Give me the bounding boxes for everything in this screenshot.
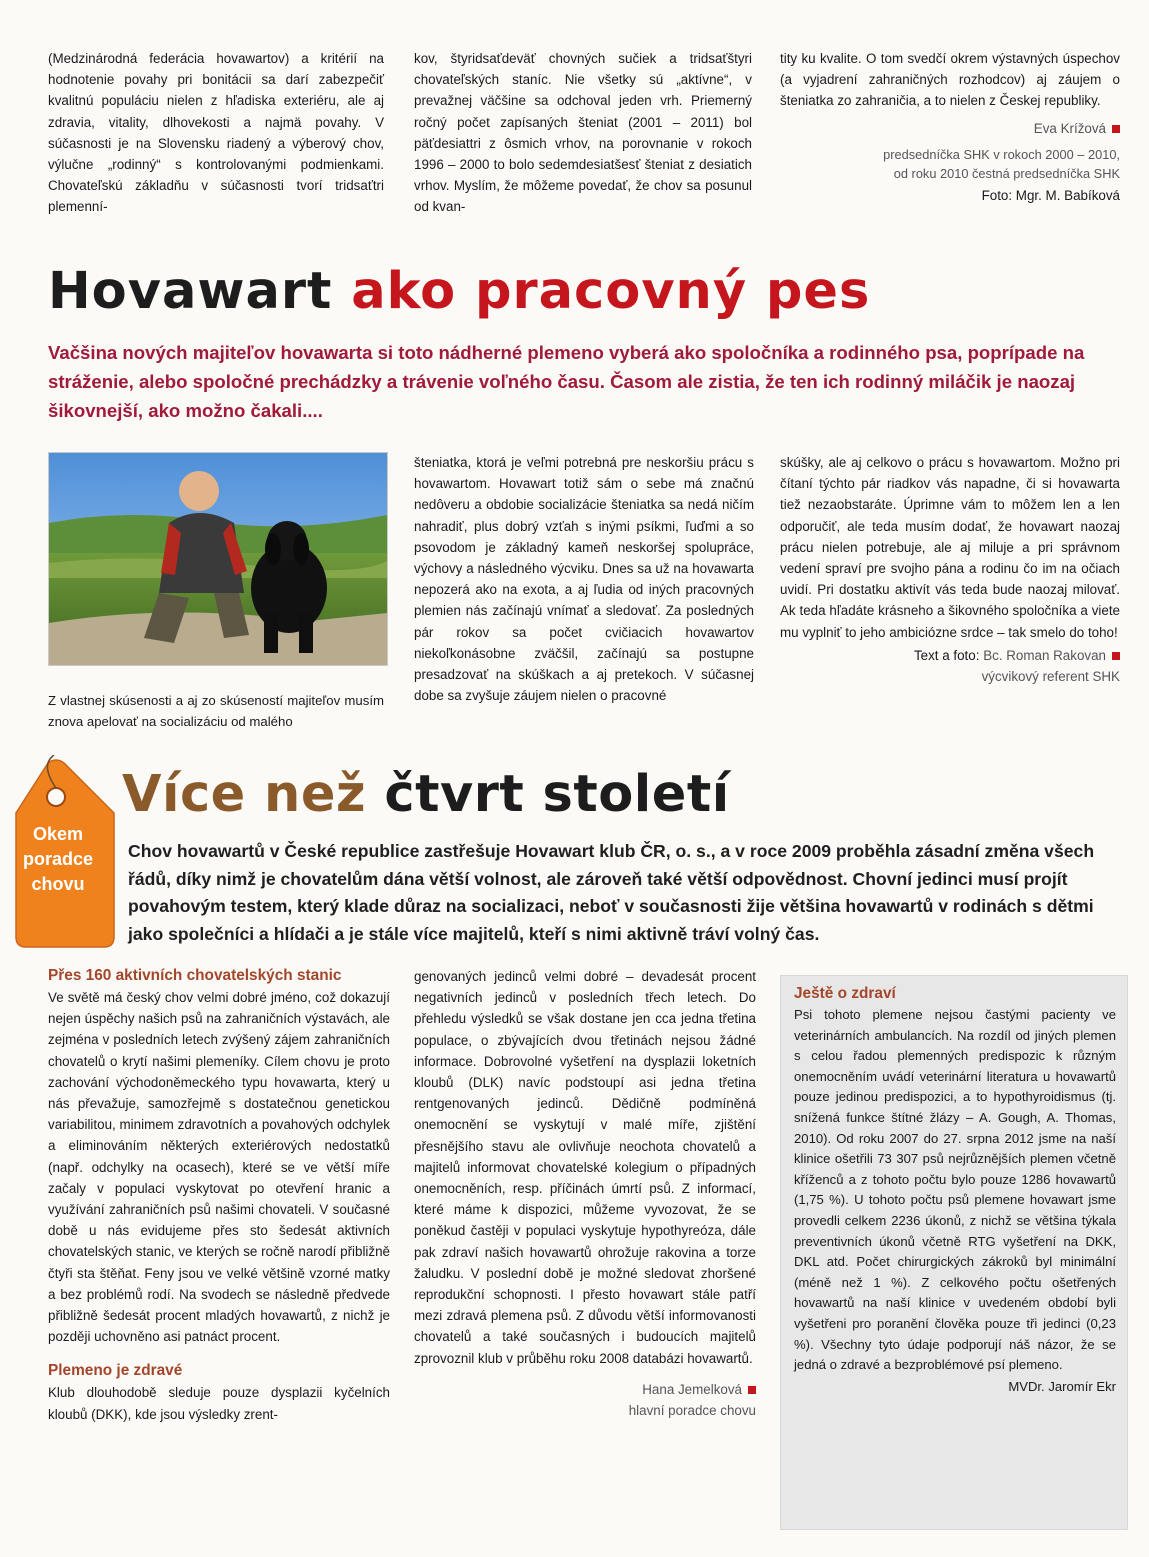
article1-title-black: Hovawart (48, 262, 333, 321)
article2-title-brown: Více než (122, 765, 367, 824)
top-author-block (780, 118, 1120, 139)
health-sidebar-author: MVDr. Jaromír Ekr (1008, 1378, 1116, 1394)
article1-author-role: výcvikový referent SHK (981, 669, 1120, 685)
top-col1-text: (Medzinárodná federácia hovawartov) a kritérií na hodnotenie povahy pri bonitácii sa darí zabezpečiť kvalitnú populáciu nielen z hľadiska exteriéru, ale aj zdravia, vitality, dlhovekosti a najmä povahy. V súčasnosti je na Slovensku riadený a výberový chov, výlučne „rodinný“ s kontrolovanými podmienkami. Chovateľskú základňu v súčasnosti tvorí tridsaťtri plemenní- (48, 51, 384, 215)
article1-column-2 (414, 452, 754, 706)
article2-col2-text: genovaných jedinců velmi dobré – devadesát procent negativních jedinců v posledních třech letech. Do přehledu výsledků se však dostane jen cca jedna třetina populace, o zbývajících dvou třetinách nejsou žádné informace. Dobrovolné vyšetření na dysplazii loketních kloubů (DLK) navíc podstoupí asi jedna třetina rentgenovaných jedinců. Dědičně podmíněná onemocnění se vyskytují v malé míře, zjištění přesnějšího stavu ale ovlivňuje neochota chovatelů a majitelů informovat chovatelské kolegium o případných onemocněních, resp. příčinách úmrtí psů. Z informací, které máme k dispozici, můžeme vyvozovat, že se poněkud častěji v populaci vyskytuje hypothyreóza, dále pak zdraví našich hovawartů ohrožuje rakovina a torze žaludku. V poslední době je možné sledovat zhoršené reprodukční schopnosti. I přesto hovawart stále patří mezi zdravá plemena psů. Z důvodu větší informovanosti chovatelů a také současných i budoucích majitelů zprovoznil klub v průběhu roku 2008 databázi hovawartů. (414, 969, 756, 1366)
article1-lead: Vačšina nových majiteľov hovawarta si toto nádherné plemeno vyberá ako spoločníka a rodinného psa, poprípade na stráženie, alebo spoločné prechádzky a trávenie voľného času. Časom ale zistia, že ten ich rodinný miláčik je naozaj šikovnejší, ako možno čakali.... (48, 342, 1085, 421)
article2-title-black: čtvrt století (384, 765, 730, 824)
author-square-icon (748, 1386, 756, 1394)
top-col2-text: kov, štyridsaťdeväť chovných sučiek a tridsaťštyri chovateľských staníc. Nie všetky sú „aktívne“, v prevažnej väčšine sa odchoval jeden vrh. Priemerný ročný počet zapísaných šteniat (2001 – 2011) bol päťdesiattri z ôsmich vrhov, na porovnanie v rokoch 1996 – 2000 to bolo sedemdesiatšesť šteniat z desiatich vrhov. Myslím, že môžeme povedať, že chov sa posunul od kvan- (414, 51, 752, 215)
article2-lead: Chov hovawartů v České republice zastřešuje Hovawart klub ČR, o. s., a v roce 2009 proběhla zásadní změna všech řádů, díky nimž je chovatelům dána větší volnost, ale zároveň také větší odpovědnost. Chovní jedinci musí projít povahovým testem, který klade důraz na socializaci, neboť v současnosti žije většina hovawartů v rodinách s dětmi jako společníci a hlídači a je stále více majitelů, kteří s nimi aktivně tráví volný čas. (128, 841, 1095, 944)
top-author-role-2: od roku 2010 čestná predsedníčka SHK (893, 165, 1120, 181)
article2-col1-text: Ve světě má český chov velmi dobré jméno, což dokazují nejen úspěchy našich psů na zahraničních výstavách, ale zejména v posledních letech zvýšený zájem zahraničních chovatelů o krytí našimi plemeníky. Cílem chovu je proto zachování východoněmeckého typu hovawarta, který u nás převažuje, samozřejmě s dostatečnou genetickou variabilitou, minimem zdravotních a povahových odchylek a eliminováním některých exteriérových nedostatků (např. odchylky na ocasech), které se ve větší míře začaly v populaci vyskytovat po otevření hranic a využívání zahraničních psů našimi chovateli. V současné době u nás evidujeme přes sto šedesát aktivních chovatelských stanic, ve kterých se ročně narodí přibližně čtyři sta štěňat. Feny jsou ve velké většině vzorné matky a bez problémů rodí. Na svodech se následně předvede přibližně šedesát procent mladých hovawartů, z nichž je později uchovněno asi patnáct procent. (48, 990, 390, 1345)
article2-author-block (414, 1379, 756, 1400)
article1-photo (48, 452, 388, 666)
top-column-3 (780, 48, 1120, 206)
article1-author-block (780, 645, 1120, 666)
author-square-icon (1112, 125, 1120, 133)
health-sidebar-text: Psi tohoto plemene nejsou častými pacienty ve veterinárních ambulancích. Na rozdíl od jiných plemen s celou řadou plemenných predispozic k různým onemocněním uvádí veterinární literatura u hovawartů pouze jedinou predispozici, a to hypothyroidismus (tj. snížená funkce štítné žlázy – A. Gough, A. Thomas, 2010). Od roku 2007 do 27. srpna 2012 jsme na naší klinice ošetřili 73 307 psů nejrůznějších plemen včetně kříženců a z tohoto počtu bylo pouze 1286 hovawartů (1,75 %). U tohoto počtu psů plemene hovawart jsme provedli celkem 2236 úkonů, z nichž se většina týkala preventivních úkonů včetně RTG vyšetření na DKK, DKL atd. Počet chirurgických zákroků byl minimální (méně než 1 %). Z celkového počtu ošetřených hovawartů na naší klinice v uvedeném období byli vyšetřeni pro poranění člověka pouze tři jedinci (0,23 %). Všechny tyto údaje podporují náš názor, že se jedná o zdravé a bezproblémové psí plemeno. (794, 1007, 1116, 1373)
man-with-dog-photo (49, 453, 387, 665)
tag-line-1: Okem (32, 824, 84, 844)
article2-col1b-text: Klub dlouhodobě sleduje pouze dysplazii kyčelních kloubů (DKK), kde jsou výsledky zrent- (48, 1385, 390, 1422)
article1-column-1 (48, 690, 384, 732)
article2-column-2 (414, 966, 756, 1421)
article1-title (48, 262, 870, 322)
top-author: Eva Krížová (1033, 120, 1106, 136)
article2-author-role: hlavní poradce chovu (628, 1403, 756, 1419)
top-author-role-1: predsedníčka SHK v rokoch 2000 – 2010, (883, 146, 1120, 162)
health-sidebar-content (794, 984, 1116, 1397)
article1-column-3 (780, 452, 1120, 687)
article2-author: Hana Jemelková (642, 1381, 742, 1397)
article2-subheading-2: Plemeno je zdravé (48, 1362, 183, 1380)
article1-col2-text: šteniatka, ktorá je veľmi potrebná pre neskoršiu prácu s hovawartom. Hovawart totiž sám o sebe má značnú nedôveru a obdobie socializácie šteniatka sa nedá ničím nahradiť, plus dobrý vzťah s inými psíkmi, ľuďmi a so psovodom je základný kameň neskoršej spolupráce, výchovy a následného výcviku. Dnes sa už na hovawarta nepozerá ako na exota, a aj ľudia od iných pracovných plemien nás začínajú vnímať a sledovať. Za posledných pár rokov sa počet cvičiacich hovawartov niekoľkonásobne zväčšil, začínajú sa postupne presadzovať na skúškach a aj pretekoch. V súčasnej dobe sa zvyšuje záujem nielen o pracovné (414, 455, 754, 704)
article2-column-1 (48, 966, 390, 1425)
top-column-1 (48, 48, 384, 218)
article1-title-red: ako pracovný pes (351, 262, 871, 321)
tag-line-3: chovu (31, 874, 85, 894)
article1-author-prefix: Text a foto: (913, 647, 980, 663)
top-col3-text: tity ku kvalite. O tom svedčí okrem výstavných úspechov (a vyjadrení zahraničných rozhodcov) aj záujem o šteniatka zo zahraničia, a to nielen z Českej republiky. (780, 51, 1120, 109)
top-column-2 (414, 48, 752, 218)
article1-col1-text: Z vlastnej skúsenosti a aj zo skúseností majiteľov musím znova apelovať na socializáciu od malého (48, 693, 384, 729)
tag-line-2: poradce (22, 849, 94, 869)
article1-col3-text: skúšky, ale aj celkovo o prácu s hovawartom. Možno pri čítaní týchto pár riadkov vás napadne, či si hovawarta tiež nezaobstaráte. Úprimne vám to môžem len a len odporučiť, ale teda musím dodať, že hovawart naozaj prácu nielen potrebuje, ale aj miluje a pri správnom vedení spraví pre svojho pána a rodinu čo im na očiach uvidí. Pri dostatku aktivít vás teda bude naozaj milovať. Ak teda hľadáte krásneho a šikovného spoločníka a viete mu vyplniť to jeho ambiciózne srdce – tak smelo do toho! (780, 455, 1120, 640)
health-sidebar-title: Ještě o zdraví (794, 985, 896, 1002)
article1-author: Bc. Roman Rakovan (983, 647, 1106, 663)
author-square-icon (1112, 652, 1120, 660)
top-photo-credit: Foto: Mgr. M. Babíková (981, 187, 1120, 203)
tag-text (10, 822, 106, 897)
article2-title (122, 764, 730, 826)
article2-subheading-1: Přes 160 aktivních chovatelských stanic (48, 967, 342, 984)
